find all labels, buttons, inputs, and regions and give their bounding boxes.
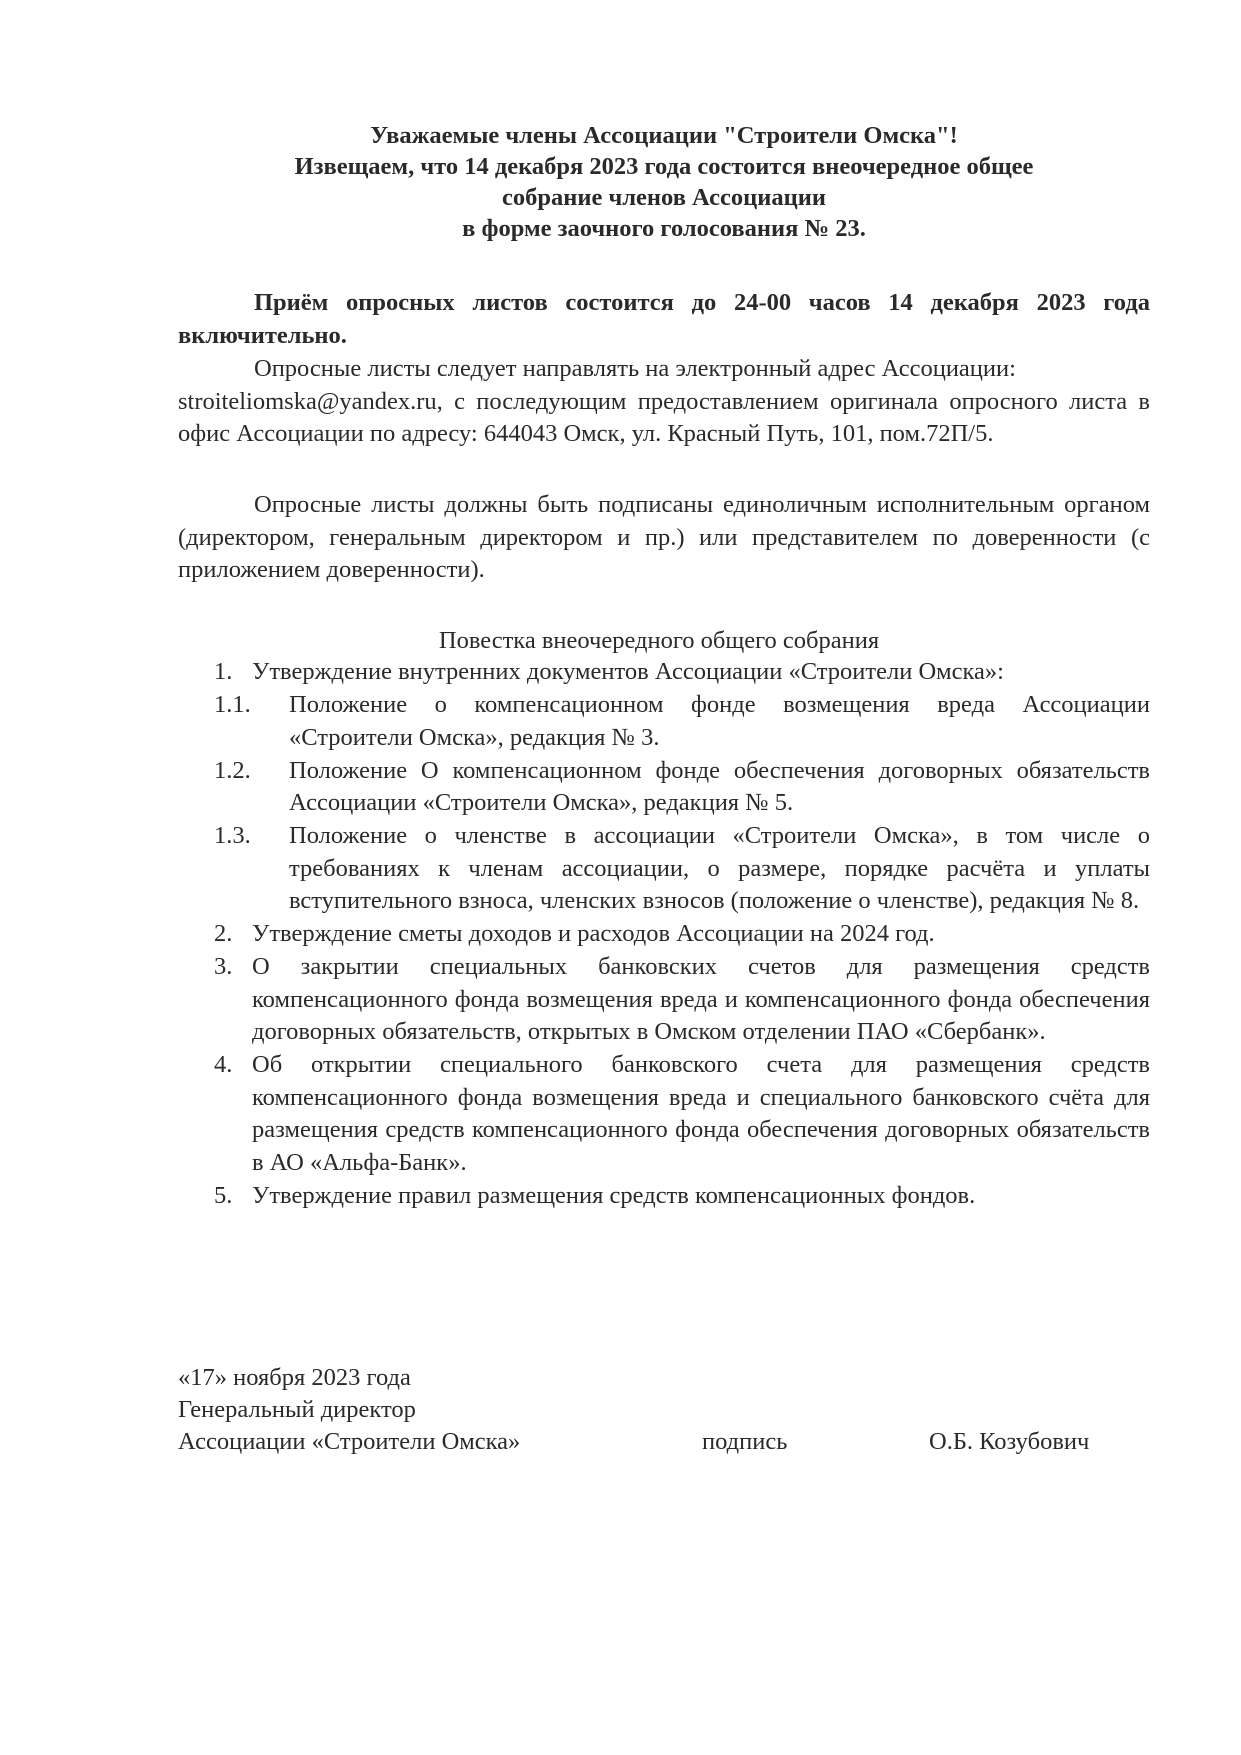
signatory-organization: Ассоциации «Строители Омска» — [178, 1428, 521, 1455]
footer-signature-row — [178, 1426, 1150, 1458]
header-announcement: Извещаем, что 14 декабря 2023 года состоится внеочередное общее — [294, 153, 1034, 180]
agenda-item-number: 4. — [214, 1051, 233, 1078]
submission-address: , с последующим предоставлением оригинала опросного листа в офис Ассоциации по адресу: 644043 Омск, ул. Красный Путь, 101, пом.72П/5. — [178, 387, 1150, 447]
agenda-item-4 — [214, 1049, 1150, 1179]
agenda-item-1-2 — [214, 755, 1150, 820]
deadline-paragraph — [178, 287, 1150, 352]
signatory-position: Генеральный директор — [178, 1396, 416, 1423]
agenda-item-number: 1.2. — [214, 756, 251, 784]
agenda-item-text: О закрытии специальных банковских счетов для размещения средств компенсационного фонда возмещения вреда и компенсационного фонда обеспечения договорных обязательств, открытых в Омском отделении ПАО «Сбербанк». — [252, 953, 1150, 1045]
header-greeting: Уважаемые члены Ассоциации "Строители Омска"! — [370, 122, 958, 149]
agenda-item-number: 2. — [214, 920, 233, 947]
agenda-item-text: Утверждение правил размещения средств компенсационных фондов. — [252, 1181, 976, 1209]
footer-date-row — [178, 1362, 1150, 1394]
signing-paragraph — [178, 489, 1150, 587]
agenda-item-2 — [214, 918, 1150, 951]
agenda-title-text: Повестка внеочередного общего собрания — [438, 627, 880, 654]
agenda-item-text: Положение о членстве в ассоциации «Строители Омска», в том числе о требованиях к членам ассоциации, о размере, порядке расчёта и уплаты вступительного взноса, членских взносов (положение о членстве), редакция № 8. — [289, 822, 1150, 914]
header-meeting: собрание членов Ассоциации — [502, 184, 826, 211]
agenda-item-number: 3. — [214, 953, 233, 980]
submission-intro: Опросные листы следует направлять на электронный адрес Ассоциации: — [254, 355, 1016, 382]
header-voting-form: в форме заочного голосования № 23. — [462, 215, 866, 242]
agenda-item-3 — [214, 951, 1150, 1049]
agenda-item-1-3 — [214, 820, 1150, 918]
submission-details — [178, 386, 1150, 451]
agenda-item-number: 5. — [214, 1181, 233, 1209]
agenda-item-text: Об открытии специального банковского счета для размещения средств компенсационного фонда возмещения вреда и специального банковского счёта для размещения средств компенсационного фонда обеспечения договорных обязательств в АО «Альфа-Банк». — [252, 1051, 1150, 1176]
agenda-list — [214, 656, 1150, 1213]
agenda-item-text: Положение О компенсационном фонде обеспечения договорных обязательств Ассоциации «Строители Омска», редакция № 5. — [289, 756, 1150, 816]
agenda-item-number: 1. — [214, 658, 233, 685]
agenda-item-number: 1.1. — [214, 691, 251, 718]
agenda-item-1-1 — [214, 689, 1150, 754]
email-link[interactable]: stroiteliomska@yandex.ru — [178, 387, 437, 415]
document-header — [178, 120, 1150, 244]
submission-paragraph — [178, 353, 1150, 451]
footer-position-row — [178, 1394, 1150, 1426]
agenda-item-text: Положение о компенсационном фонде возмещения вреда Ассоциации «Строители Омска», редакция № 3. — [289, 691, 1150, 751]
agenda-title — [178, 625, 1150, 657]
signature-placeholder: подпись — [702, 1428, 788, 1455]
agenda-item-text: Утверждение внутренних документов Ассоциации «Строители Омска»: — [252, 658, 1004, 685]
document-footer — [178, 1362, 1150, 1458]
agenda-item-number: 1.3. — [214, 822, 251, 849]
agenda-item-text: Утверждение сметы доходов и расходов Ассоциации на 2024 год. — [252, 920, 935, 947]
document-date: «17» ноября 2023 года — [178, 1364, 411, 1391]
agenda-item-1 — [214, 656, 1150, 689]
deadline-text: Приём опросных листов состоится до 24-00 часов 14 декабря 2023 года включительно. — [178, 289, 1150, 349]
signatory-name: О.Б. Козубович — [929, 1428, 1090, 1455]
agenda-item-5 — [214, 1180, 1150, 1213]
signing-text: Опросные листы должны быть подписаны единоличным исполнительным органом (директором, генеральным директором и пр.) или представителем по доверенности (с приложением доверенности). — [178, 491, 1150, 583]
